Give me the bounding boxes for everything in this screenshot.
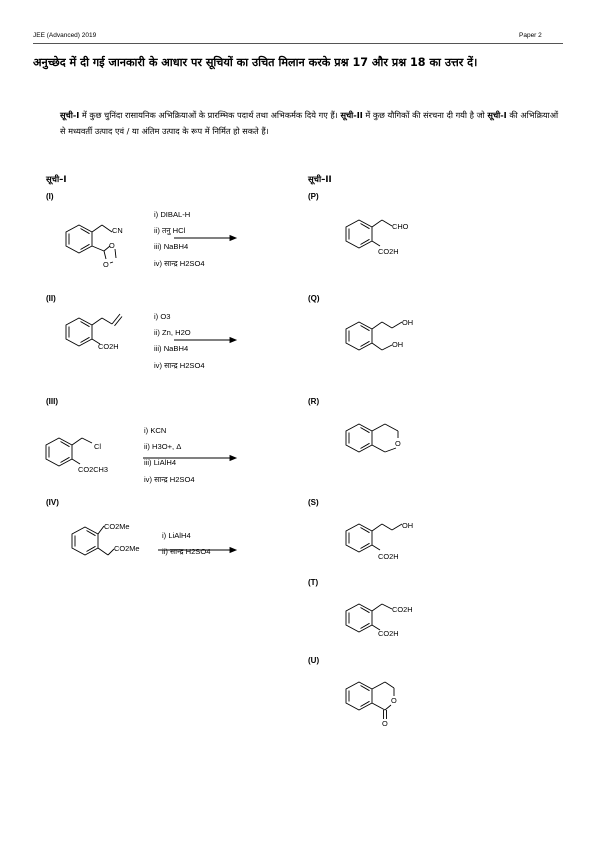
list2-label-s: (S) [308,498,319,507]
intro-text-2: में कुछ यौगिकों की संरचना दी गयी है जो [362,110,488,120]
list1-label-iv: (IV) [46,498,59,507]
structure-ii [60,310,240,370]
structure-i [60,215,240,285]
list2-label-q: (Q) [308,294,320,303]
list2-label-r: (R) [308,397,320,406]
list2-heading: सूची–II [308,174,332,184]
structure-s [340,514,430,564]
intro-list1-ref-2: सूची-I [487,110,507,120]
reagent-ii-2: ii) Zn, H2O [154,328,191,338]
reagent-i-2: ii) तनु HCl [154,226,186,236]
list2-label-u: (U) [308,656,320,665]
structure-r [340,414,430,464]
benzene-ring [346,322,372,350]
list1-heading: सूची–I [46,174,67,184]
reagent-iii-4: iv) सान्द्र H2SO4 [144,474,195,484]
reagent-iii-2: ii) H3O+, Δ [144,442,182,452]
intro-list1-ref: सूची-I [60,110,80,120]
dioxolane-oxygen-1: O [109,241,115,250]
passage-intro [60,107,560,139]
list2-label-t: (T) [308,578,319,587]
structure-u [340,672,430,737]
substituent-co2ch3: CO2CH3 [78,465,108,474]
benzene-ring [346,424,372,452]
benzene-ring [72,527,98,555]
intro-list2-ref: सूची-II [340,110,363,120]
reagent-i-1: i) DIBAL-H [154,210,191,219]
benzene-ring [46,438,72,466]
intro-text-3: की अभिक्रियाओं से मध्यवर्ती उत्पाद एवं / या अंतिम उत्पाद के रूप में निर्मित हो सकते हैं। [60,110,559,136]
substituent-oh-1: OH [402,318,414,327]
ring-oxygen: O [391,696,397,705]
reagent-iii-1: i) KCN [144,426,167,435]
reagent-ii-1: i) O3 [154,312,171,321]
substituent-oh: OH [402,521,414,530]
ring-oxygen: O [395,439,401,448]
dioxolane-oxygen-2: O [103,260,109,269]
exam-name: JEE (Advanced) 2019 [33,32,97,39]
substituent-oh-2: OH [392,340,404,349]
carbonyl-oxygen: O [382,719,388,728]
reagent-iv-2: ii) सान्द्र H2SO4 [162,547,211,557]
benzene-ring [346,604,372,632]
benzene-ring [346,682,372,710]
structure-t [340,594,430,644]
benzene-ring [346,524,372,552]
structure-iv [66,516,246,566]
list1-label-ii: (II) [46,294,56,303]
substituent-co2me-2: CO2Me [114,544,140,553]
reagent-i-4: iv) सान्द्र H2SO4 [154,258,205,268]
substituent-co2h: CO2H [378,247,399,256]
substituent-co2h-1: CO2H [392,605,413,614]
benzene-ring [346,220,372,248]
substituent-co2me-1: CO2Me [104,522,130,531]
paper-number: Paper 2 [519,32,542,39]
list1-label-i: (I) [46,192,54,201]
reagent-i-3: iii) NaBH4 [154,242,189,252]
intro-text-1: में कुछ चुनिंदा रासायनिक अभिक्रियाओं के प्रारम्भिक पदार्थ तथा अभिकर्मक दिये गए हैं। [79,110,341,120]
passage-title: अनुच्छेद में दी गई जानकारी के आधार पर सूचियों का उचित मिलान करके प्रश्न 17 और प्रश्न 18 का उत्तर दें। [33,56,478,69]
substituent-cn: CN [112,226,123,235]
structure-iii [40,430,240,480]
benzene-ring [66,225,92,253]
reagent-ii-4: iv) सान्द्र H2SO4 [154,360,205,370]
header-divider [33,43,563,44]
substituent-cl: Cl [94,442,101,451]
structure-p [340,210,430,260]
reagent-ii-3: iii) NaBH4 [154,344,189,354]
benzene-ring [66,318,92,346]
reagent-iii-3: iii) LiAlH4 [144,458,177,468]
list2-label-p: (P) [308,192,319,201]
substituent-cho: CHO [392,222,409,231]
reagent-iv-1: i) LiAlH4 [162,531,191,540]
substituent-co2h-2: CO2H [378,629,399,638]
structure-q [340,312,430,362]
substituent-co2h: CO2H [378,552,399,561]
list1-label-iii: (III) [46,397,58,406]
substituent-co2h: CO2H [98,342,119,351]
